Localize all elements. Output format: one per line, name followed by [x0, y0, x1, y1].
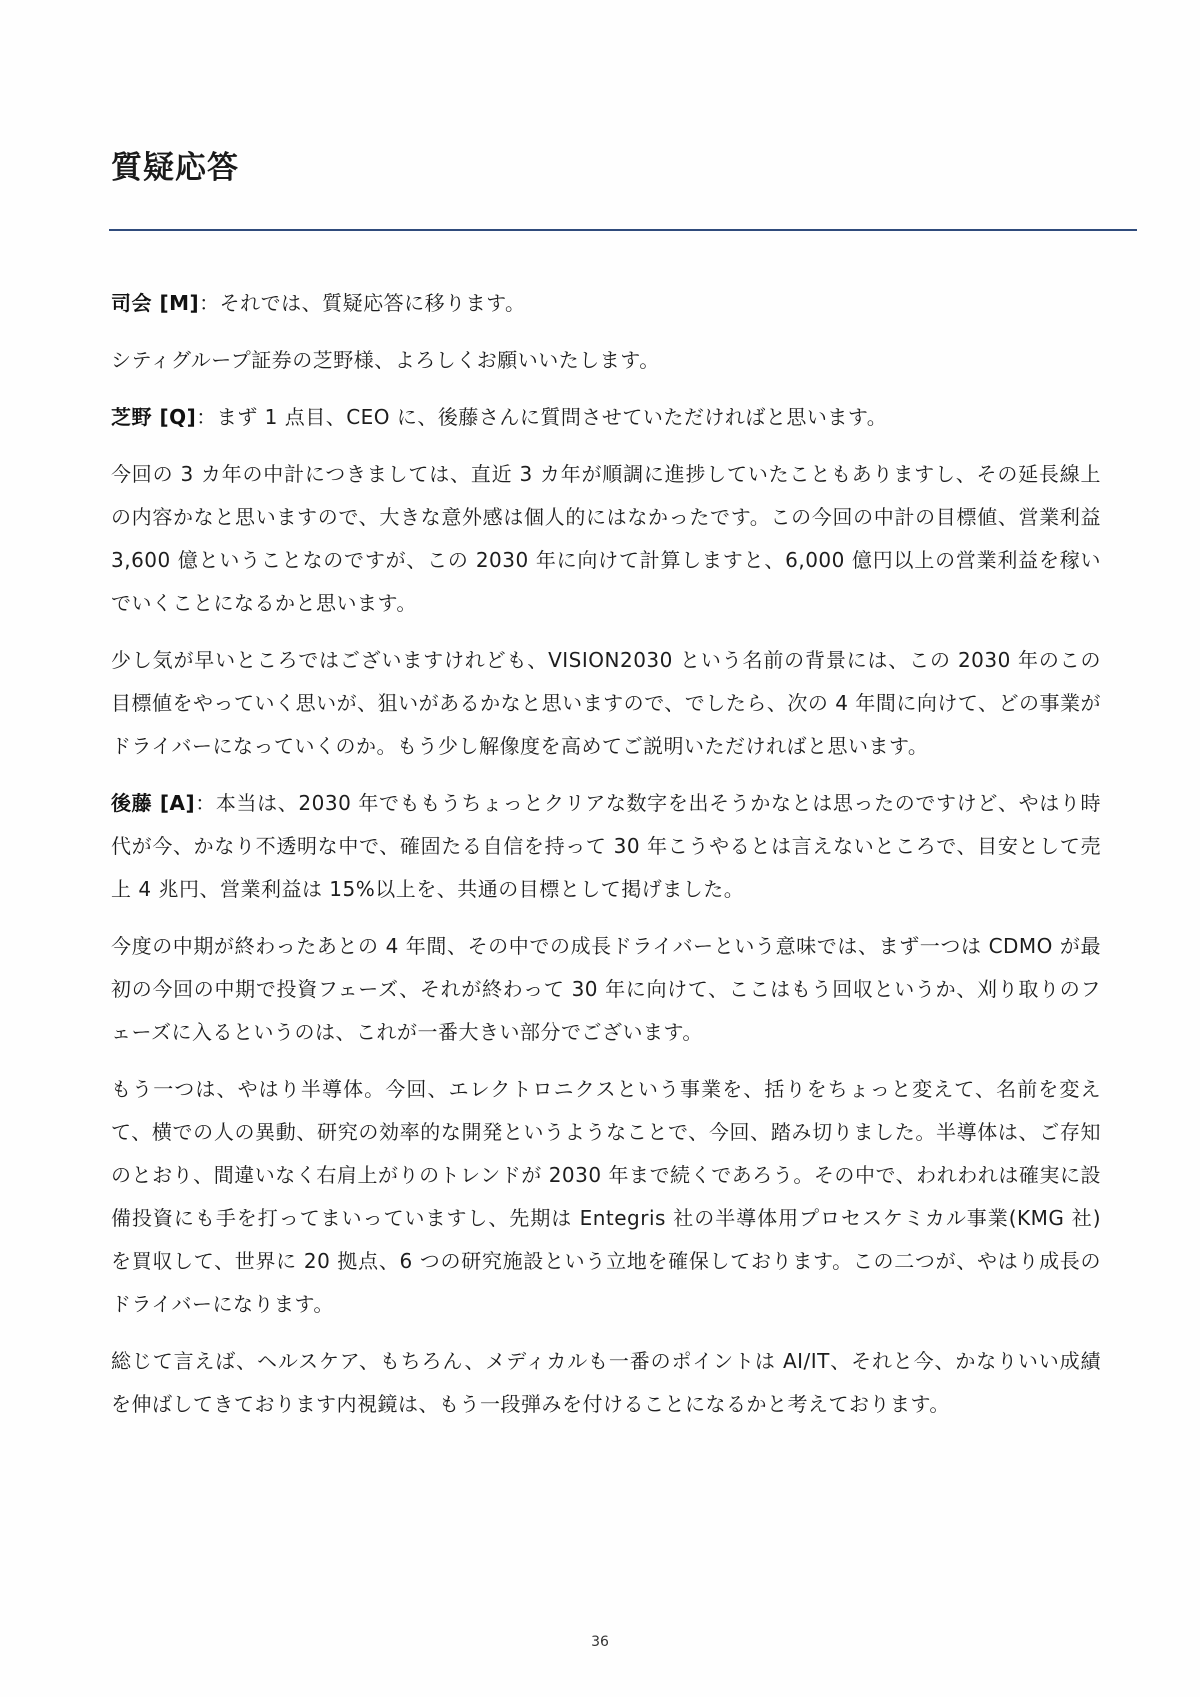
- transcript-paragraph: [111, 396, 1101, 439]
- transcript-paragraph: [111, 1340, 1101, 1426]
- title-divider: [109, 229, 1137, 231]
- speaker-label: 後藤 [A]: [111, 791, 196, 815]
- transcript-paragraph: [111, 339, 1101, 382]
- paragraph-text: もう一つは、やはり半導体。今回、エレクトロニクスという事業を、括りをちょっと変えて、名前を変えて、横での人の異動、研究の効率的な開発というようなことで、今回、踏み切りました。半導体は、ご存知のとおり、間違いなく右肩上がりのトレンドが 2030 年まで続くであろう。その中で、われわれは確実に設備投資にも手を打ってまいっていますし、先期は Entegris 社の半導体用プロセスケミカル事業(KMG 社)を買収して、世界に 20 拠点、6 つの研究施設という立地を確保しております。この二つが、やはり成長のドライバーになります。: [111, 1077, 1101, 1316]
- page-number: 36: [591, 1634, 609, 1650]
- paragraph-text: 少し気が早いところではございますけれども、VISION2030 という名前の背景には、この 2030 年のこの目標値をやっていく思いが、狙いがあるかなと思いますので、でしたら、次の 4 年間に向けて、どの事業がドライバーになっていくのか。もう少し解像度を高めてご説明いただければと思います。: [111, 648, 1101, 758]
- paragraph-text: 総じて言えば、ヘルスケア、もちろん、メディカルも一番のポイントは AI/IT、それと今、かなりいい成績を伸ばしてきております内視鏡は、もう一段弾みを付けることになるかと考えております。: [111, 1349, 1101, 1416]
- speaker-label: 芝野 [Q]: [111, 405, 197, 429]
- page-title: 質疑応答: [111, 150, 239, 186]
- transcript-paragraph: [111, 453, 1101, 625]
- transcript-paragraph: [111, 925, 1101, 1054]
- paragraph-text: ：それでは、質疑応答に移ります。: [199, 291, 526, 315]
- transcript-paragraph: [111, 639, 1101, 768]
- paragraph-text: ：まず 1 点目、CEO に、後藤さんに質問させていただければと思います。: [196, 405, 888, 429]
- speaker-label: 司会 [M]: [111, 291, 200, 315]
- qa-transcript: [111, 282, 1101, 1440]
- transcript-paragraph: [111, 1068, 1101, 1326]
- transcript-paragraph: [111, 782, 1101, 911]
- transcript-paragraph: [111, 282, 1101, 325]
- paragraph-text: 今回の 3 カ年の中計につきましては、直近 3 カ年が順調に進捗していたこともありますし、その延長線上の内容かなと思いますので、大きな意外感は個人的にはなかったです。この今回の中計の目標値、営業利益 3,600 億ということなのですが、この 2030 年に向けて計算しますと、6,000 億円以上の営業利益を稼いでいくことになるかと思います。: [111, 462, 1101, 615]
- paragraph-text: ：本当は、2030 年でももうちょっとクリアな数字を出そうかなとは思ったのですけど、やはり時代が今、かなり不透明な中で、確固たる自信を持って 30 年こうやるとは言えないところで、目安として売上 4 兆円、営業利益は 15%以上を、共通の目標として掲げました。: [111, 791, 1101, 901]
- paragraph-text: 今度の中期が終わったあとの 4 年間、その中での成長ドライバーという意味では、まず一つは CDMO が最初の今回の中期で投資フェーズ、それが終わって 30 年に向けて、ここはもう回収というか、刈り取りのフェーズに入るというのは、これが一番大きい部分でございます。: [111, 934, 1101, 1044]
- paragraph-text: シティグループ証券の芝野様、よろしくお願いいたします。: [111, 348, 660, 372]
